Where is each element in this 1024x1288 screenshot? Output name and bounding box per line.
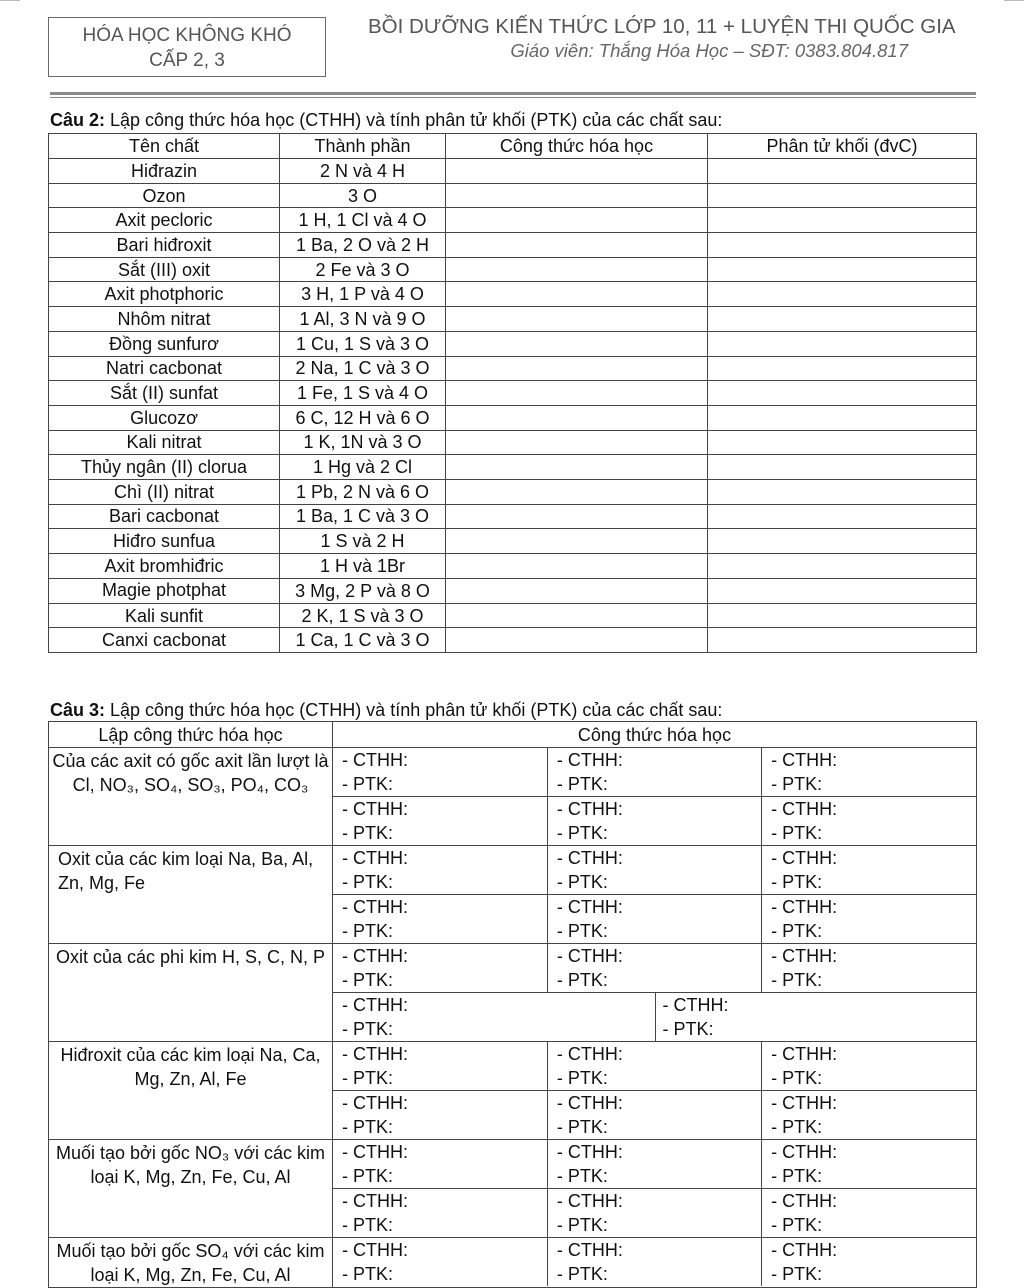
table-row xyxy=(49,479,977,504)
mass-answer-cell[interactable] xyxy=(708,233,977,258)
cthh-label: - CTHH: xyxy=(771,750,838,770)
mass-answer-cell[interactable] xyxy=(708,381,977,406)
ptk-label: - PTK: xyxy=(771,872,823,892)
substance-name: Glucozơ xyxy=(49,405,280,430)
formula-answer-cell[interactable] xyxy=(446,479,708,504)
substance-composition: 1 Fe, 1 S và 4 O xyxy=(280,381,446,406)
ptk-label: - PTK: xyxy=(771,823,823,843)
formula-answer-cell[interactable] xyxy=(446,208,708,233)
category-sulfate-salt: Muối tạo bởi gốc SO₄ với các kim loại K, Mg, Zn, Fe, Cu, Al xyxy=(49,1238,333,1288)
answer-cell[interactable] xyxy=(333,1189,547,1237)
ptk-label: - PTK: xyxy=(342,1019,394,1039)
ptk-label: - PTK: xyxy=(556,1264,608,1284)
ptk-label: - PTK: xyxy=(556,872,608,892)
substance-composition: 1 Pb, 2 N và 6 O xyxy=(280,479,446,504)
formula-answer-cell[interactable] xyxy=(446,455,708,480)
ptk-label: - PTK: xyxy=(556,921,608,941)
answer-cell[interactable] xyxy=(656,993,976,1041)
mass-answer-cell[interactable] xyxy=(708,282,977,307)
answer-cell[interactable] xyxy=(547,1042,761,1090)
formula-answer-cell[interactable] xyxy=(446,233,708,258)
ptk-label: - PTK: xyxy=(556,1166,608,1186)
formula-answer-cell[interactable] xyxy=(446,307,708,332)
answer-cell[interactable] xyxy=(333,797,547,845)
answer-cell[interactable] xyxy=(762,1091,976,1139)
answer-cell[interactable] xyxy=(547,1238,761,1286)
answer-cell[interactable] xyxy=(333,748,547,796)
table-row xyxy=(49,628,977,653)
category-nitrate-salt: Muối tạo bởi gốc NO₃ với các kim loại K, Mg, Zn, Fe, Cu, Al xyxy=(49,1140,333,1238)
substance-composition: 2 N và 4 H xyxy=(280,159,446,184)
formula-answer-cell[interactable] xyxy=(446,282,708,307)
question-3-table xyxy=(48,721,977,1288)
formula-answer-cell[interactable] xyxy=(446,578,708,603)
question-3-label: Câu 3: xyxy=(50,700,106,720)
answer-grid xyxy=(333,1189,976,1237)
cthh-label: - CTHH: xyxy=(342,848,408,868)
cthh-label: - CTHH: xyxy=(342,1093,408,1113)
cthh-label: - CTHH: xyxy=(771,946,838,966)
question-2-label: Câu 2: xyxy=(50,110,106,130)
answer-row xyxy=(333,797,977,846)
table-row xyxy=(49,331,977,356)
category-nonmetal-oxide: Oxit của các phi kim H, S, C, N, P xyxy=(49,944,333,1042)
answer-cell[interactable] xyxy=(547,797,761,845)
cthh-label: - CTHH: xyxy=(556,750,623,770)
formula-answer-cell[interactable] xyxy=(446,529,708,554)
cthh-label: - CTHH: xyxy=(771,1142,838,1162)
question-3-prompt: Lập công thức hóa học (CTHH) và tính phân tử khối (PTK) của các chất sau: xyxy=(105,700,723,720)
mass-answer-cell[interactable] xyxy=(708,405,977,430)
course-title: BỒI DƯỠNG KIẾN THỨC LỚP 10, 11 + LUYỆN THI QUỐC GIA xyxy=(368,15,956,38)
mass-answer-cell[interactable] xyxy=(708,307,977,332)
ptk-label: - PTK: xyxy=(342,823,394,843)
cthh-label: - CTHH: xyxy=(771,897,838,917)
question-2-prompt: Lập công thức hóa học (CTHH) và tính phân tử khối (PTK) của các chất sau: xyxy=(105,110,723,130)
cthh-label: - CTHH: xyxy=(342,995,408,1015)
cthh-label: - CTHH: xyxy=(771,1240,838,1260)
table-row xyxy=(49,748,977,797)
cthh-label: - CTHH: xyxy=(342,799,408,819)
ptk-label: - PTK: xyxy=(342,1215,394,1235)
ptk-label: - PTK: xyxy=(771,1215,823,1235)
ptk-label: - PTK: xyxy=(771,1166,823,1186)
mass-answer-cell[interactable] xyxy=(708,183,977,208)
substance-composition: 3 O xyxy=(280,183,446,208)
ptk-label: - PTK: xyxy=(556,970,608,990)
formula-answer-cell[interactable] xyxy=(446,257,708,282)
answer-cell[interactable] xyxy=(762,1042,976,1090)
ptk-label: - PTK: xyxy=(556,823,608,843)
answer-row xyxy=(333,895,977,944)
formula-answer-cell[interactable] xyxy=(446,159,708,184)
table-row xyxy=(49,603,977,628)
cthh-label: - CTHH: xyxy=(556,1142,623,1162)
formula-answer-cell[interactable] xyxy=(446,183,708,208)
formula-answer-cell[interactable] xyxy=(446,430,708,455)
answer-cell[interactable] xyxy=(762,895,976,943)
column-header-task: Lập công thức hóa học xyxy=(49,722,333,748)
table-row xyxy=(49,233,977,258)
answer-row xyxy=(333,1140,977,1189)
table-header-row xyxy=(49,134,977,159)
substance-composition: 3 Mg, 2 P và 8 O xyxy=(280,578,446,603)
cthh-label: - CTHH: xyxy=(556,848,623,868)
answer-cell[interactable] xyxy=(762,748,976,796)
substance-composition: 1 K, 1N và 3 O xyxy=(280,430,446,455)
table-row xyxy=(49,455,977,480)
answer-row xyxy=(333,846,977,895)
column-header-formula: Công thức hóa học xyxy=(446,134,708,159)
ptk-label: - PTK: xyxy=(771,1264,823,1284)
ptk-label: - PTK: xyxy=(342,921,394,941)
formula-answer-cell[interactable] xyxy=(446,331,708,356)
column-header-molecular-mass: Phân tử khối (đvC) xyxy=(708,134,977,159)
cthh-label: - CTHH: xyxy=(556,946,623,966)
category-hydroxide: Hiđroxit của các kim loại Na, Ca, Mg, Zn, Al, Fe xyxy=(49,1042,333,1140)
cthh-label: - CTHH: xyxy=(556,1044,623,1064)
table-row xyxy=(49,1042,977,1091)
formula-answer-cell[interactable] xyxy=(446,603,708,628)
mass-answer-cell[interactable] xyxy=(708,554,977,579)
mass-answer-cell[interactable] xyxy=(708,455,977,480)
substance-name: Axit bromhiđric xyxy=(49,554,280,579)
page-corner-mark xyxy=(0,0,20,1)
substance-name: Chì (II) nitrat xyxy=(49,479,280,504)
cthh-label: - CTHH: xyxy=(342,750,408,770)
substance-name: Canxi cacbonat xyxy=(49,628,280,653)
substance-name: Sắt (II) sunfat xyxy=(49,381,280,406)
mass-answer-cell[interactable] xyxy=(708,159,977,184)
cthh-label: - CTHH: xyxy=(556,799,623,819)
ptk-label: - PTK: xyxy=(342,970,394,990)
answer-row xyxy=(333,1238,977,1288)
cthh-label: - CTHH: xyxy=(342,1191,408,1211)
answer-cell[interactable] xyxy=(547,846,761,894)
table-row xyxy=(49,307,977,332)
answer-cell[interactable] xyxy=(547,748,761,796)
answer-cell[interactable] xyxy=(547,944,761,992)
table-row xyxy=(49,578,977,603)
ptk-label: - PTK: xyxy=(342,1117,394,1137)
substance-composition: 1 H, 1 Cl và 4 O xyxy=(280,208,446,233)
ptk-label: - PTK: xyxy=(342,1166,394,1186)
substance-name: Natri cacbonat xyxy=(49,356,280,381)
ptk-label: - PTK: xyxy=(342,872,394,892)
answer-grid xyxy=(333,895,976,943)
answer-cell[interactable] xyxy=(547,1091,761,1139)
mass-answer-cell[interactable] xyxy=(708,430,977,455)
cthh-label: - CTHH: xyxy=(771,1044,838,1064)
table-row xyxy=(49,381,977,406)
table-row xyxy=(49,1140,977,1189)
cthh-label: - CTHH: xyxy=(556,1240,623,1260)
answer-grid xyxy=(333,797,976,845)
answer-row xyxy=(333,993,977,1042)
answer-cell[interactable] xyxy=(547,1140,761,1188)
substance-composition: 1 Ca, 1 C và 3 O xyxy=(280,628,446,653)
cthh-label: - CTHH: xyxy=(342,897,408,917)
substance-name: Magie photphat xyxy=(49,578,280,603)
page-corner-mark xyxy=(1004,0,1024,1)
ptk-label: - PTK: xyxy=(662,1019,714,1039)
formula-answer-cell[interactable] xyxy=(446,628,708,653)
mass-answer-cell[interactable] xyxy=(708,529,977,554)
answer-grid xyxy=(333,748,976,796)
answer-grid xyxy=(333,1091,976,1139)
substance-name: Bari cacbonat xyxy=(49,504,280,529)
substance-composition: 1 Hg và 2 Cl xyxy=(280,455,446,480)
table-row xyxy=(49,504,977,529)
answer-grid xyxy=(333,1140,976,1188)
cthh-label: - CTHH: xyxy=(556,897,623,917)
cthh-label: - CTHH: xyxy=(342,946,408,966)
table-row xyxy=(49,282,977,307)
ptk-label: - PTK: xyxy=(771,774,823,794)
answer-cell[interactable] xyxy=(547,1189,761,1237)
substance-name: Sắt (III) oxit xyxy=(49,257,280,282)
answer-cell[interactable] xyxy=(762,944,976,992)
substance-composition: 1 Al, 3 N và 9 O xyxy=(280,307,446,332)
answer-cell[interactable] xyxy=(762,1238,976,1286)
school-name-box xyxy=(48,17,326,77)
cthh-label: - CTHH: xyxy=(556,1093,623,1113)
answer-cell[interactable] xyxy=(762,797,976,845)
formula-answer-cell[interactable] xyxy=(446,554,708,579)
answer-cell[interactable] xyxy=(333,846,547,894)
substance-name: Thủy ngân (II) clorua xyxy=(49,455,280,480)
answer-grid xyxy=(333,1238,976,1286)
substance-composition: 1 Ba, 2 O và 2 H xyxy=(280,233,446,258)
cthh-label: - CTHH: xyxy=(556,1191,623,1211)
substance-name: Hiđro sunfua xyxy=(49,529,280,554)
answer-grid xyxy=(333,993,976,1041)
formula-answer-cell[interactable] xyxy=(446,504,708,529)
table-row xyxy=(49,430,977,455)
answer-cell[interactable] xyxy=(762,846,976,894)
substance-name: Ozon xyxy=(49,183,280,208)
table-row xyxy=(49,356,977,381)
table-row xyxy=(49,405,977,430)
cthh-label: - CTHH: xyxy=(342,1142,408,1162)
answer-cell[interactable] xyxy=(333,944,547,992)
substance-composition: 1 H và 1Br xyxy=(280,554,446,579)
header-divider xyxy=(50,92,976,95)
mass-answer-cell[interactable] xyxy=(708,603,977,628)
table-row xyxy=(49,944,977,993)
answer-cell[interactable] xyxy=(333,1042,547,1090)
answer-row xyxy=(333,1042,977,1091)
column-header-composition: Thành phần xyxy=(280,134,446,159)
formula-answer-cell[interactable] xyxy=(446,405,708,430)
mass-answer-cell[interactable] xyxy=(708,578,977,603)
mass-answer-cell[interactable] xyxy=(708,257,977,282)
answer-cell[interactable] xyxy=(333,1091,547,1139)
answer-cell[interactable] xyxy=(333,1140,547,1188)
header-divider-thin xyxy=(50,97,976,98)
answer-row xyxy=(333,1091,977,1140)
school-name-line2: CẤP 2, 3 xyxy=(149,50,225,71)
substance-composition: 1 S và 2 H xyxy=(280,529,446,554)
mass-answer-cell[interactable] xyxy=(708,504,977,529)
school-name-line1: HÓA HỌC KHÔNG KHÓ xyxy=(82,25,292,46)
substance-name: Bari hiđroxit xyxy=(49,233,280,258)
cthh-label: - CTHH: xyxy=(771,1191,838,1211)
substance-composition: 1 Ba, 1 C và 3 O xyxy=(280,504,446,529)
mass-answer-cell[interactable] xyxy=(708,356,977,381)
cthh-label: - CTHH: xyxy=(771,1093,838,1113)
ptk-label: - PTK: xyxy=(556,774,608,794)
answer-cell[interactable] xyxy=(333,895,547,943)
question-2-table xyxy=(48,133,977,653)
answer-cell[interactable] xyxy=(333,1238,547,1286)
answer-cell[interactable] xyxy=(333,993,656,1041)
cthh-label: - CTHH: xyxy=(771,799,838,819)
mass-answer-cell[interactable] xyxy=(708,628,977,653)
answer-row xyxy=(333,1189,977,1238)
substance-name: Nhôm nitrat xyxy=(49,307,280,332)
ptk-label: - PTK: xyxy=(342,1068,394,1088)
table-row xyxy=(49,846,977,895)
header-info xyxy=(368,14,956,62)
ptk-label: - PTK: xyxy=(556,1068,608,1088)
ptk-label: - PTK: xyxy=(771,1117,823,1137)
cthh-label: - CTHH: xyxy=(342,1240,408,1260)
substance-name: Đồng sunfurơ xyxy=(49,331,280,356)
column-header-formula: Công thức hóa học xyxy=(333,722,977,748)
formula-answer-cell[interactable] xyxy=(446,381,708,406)
question-2-title xyxy=(50,110,722,130)
ptk-label: - PTK: xyxy=(556,1215,608,1235)
substance-name: Kali sunfit xyxy=(49,603,280,628)
formula-answer-cell[interactable] xyxy=(446,356,708,381)
answer-grid xyxy=(333,846,976,894)
substance-name: Hiđrazin xyxy=(49,159,280,184)
substance-composition: 2 Fe và 3 O xyxy=(280,257,446,282)
ptk-label: - PTK: xyxy=(556,1117,608,1137)
table-row xyxy=(49,208,977,233)
ptk-label: - PTK: xyxy=(771,1068,823,1088)
mass-answer-cell[interactable] xyxy=(708,479,977,504)
substance-composition: 1 Cu, 1 S và 3 O xyxy=(280,331,446,356)
table-row xyxy=(49,183,977,208)
substance-name: Kali nitrat xyxy=(49,430,280,455)
answer-grid xyxy=(333,944,976,992)
table-row xyxy=(49,257,977,282)
answer-cell[interactable] xyxy=(547,895,761,943)
mass-answer-cell[interactable] xyxy=(708,208,977,233)
substance-composition: 6 C, 12 H và 6 O xyxy=(280,405,446,430)
cthh-label: - CTHH: xyxy=(662,995,729,1015)
category-acid: Của các axit có gốc axit lần lượt là Cl, NO₃, SO₄, SO₃, PO₄, CO₃ xyxy=(49,748,333,846)
table-header-row xyxy=(49,722,977,748)
mass-answer-cell[interactable] xyxy=(708,331,977,356)
ptk-label: - PTK: xyxy=(342,1264,394,1284)
column-header-name: Tên chất xyxy=(49,134,280,159)
answer-row xyxy=(333,944,977,993)
cthh-label: - CTHH: xyxy=(771,848,838,868)
substance-name: Axit photphoric xyxy=(49,282,280,307)
ptk-label: - PTK: xyxy=(771,970,823,990)
answer-row xyxy=(333,748,977,797)
category-metal-oxide: Oxit của các kim loại Na, Ba, Al, Zn, Mg, Fe xyxy=(49,846,333,944)
table-row xyxy=(49,554,977,579)
substance-composition: 2 Na, 1 C và 3 O xyxy=(280,356,446,381)
answer-cell[interactable] xyxy=(762,1189,976,1237)
answer-grid xyxy=(333,1042,976,1090)
table-row xyxy=(49,159,977,184)
ptk-label: - PTK: xyxy=(771,921,823,941)
ptk-label: - PTK: xyxy=(342,774,394,794)
cthh-label: - CTHH: xyxy=(342,1044,408,1064)
teacher-info: Giáo viên: Thắng Hóa Học – SĐT: 0383.804.817 xyxy=(510,40,908,61)
answer-cell[interactable] xyxy=(762,1140,976,1188)
table-row xyxy=(49,1238,977,1288)
table-row xyxy=(49,529,977,554)
substance-name: Axit pecloric xyxy=(49,208,280,233)
substance-composition: 3 H, 1 P và 4 O xyxy=(280,282,446,307)
substance-composition: 2 K, 1 S và 3 O xyxy=(280,603,446,628)
question-3-title xyxy=(50,700,722,720)
